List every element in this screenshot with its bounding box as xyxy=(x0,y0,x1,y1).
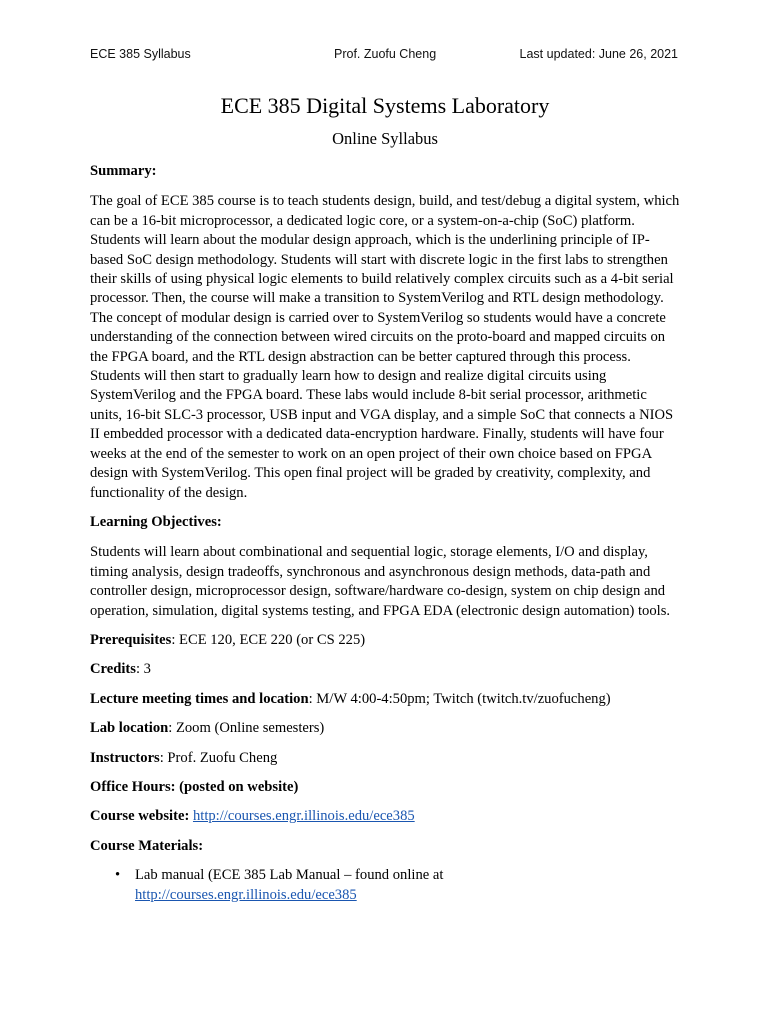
office-hours-line xyxy=(90,778,680,797)
credits-line xyxy=(90,660,680,679)
course-materials-heading: Course Materials: xyxy=(90,837,204,854)
lecture-line xyxy=(90,690,680,709)
instructors-label: Instructors xyxy=(90,749,160,766)
header-instructor: Prof. Zuofu Cheng xyxy=(334,47,437,61)
summary-paragraph: The goal of ECE 385 course is to teach students design, build, and test/debug a digital system, which can be a 16-bit microprocessor, a dedicated logic core, or a system-on-a-chip (SoC) platform. Students will learn about the modular design approach, which is the underlining principle of IP-based SoC design methodology. Students will start with discrete logic in the first labs to strengthen their skills of using physical logic elements to build relatively complex circuits such as a 4-bit serial processor. Then, the course will make a transition to SystemVerilog and RTL design methodology. The concept of modular design is carried over to SystemVerilog so students would have a concrete understanding of the connection between wired circuits on the proto-board and mapped circuits on the FPGA board, and the RTL design abstraction can be better captured through this process. Students will then start to gradually learn how to design and realize digital circuits using SystemVerilog and the FPGA board. These labs would include 8-bit serial processor, arithmetic units, 16-bit SLC-3 processor, USB input and VGA display, and a simple SoC that connects a NIOS II embedded processor with a dedicated data-encryption hardware. Finally, students will have four weeks at the end of the semester to work on an open project of their own choice based on FPGA design with SystemVerilog. This open final project will be graded by creativity, complexity, and functionality of the design. xyxy=(90,193,680,501)
credits-label: Credits xyxy=(90,661,136,678)
lecture-value: : M/W 4:00-4:50pm; Twitch (twitch.tv/zuofucheng) xyxy=(308,690,611,707)
lecture-label: Lecture meeting times and location xyxy=(90,690,309,707)
course-website-line xyxy=(90,807,680,826)
prerequisites-value: : ECE 120, ECE 220 (or CS 225) xyxy=(171,631,366,648)
learning-objectives-heading: Learning Objectives: xyxy=(90,513,222,530)
document-subtitle: Online Syllabus xyxy=(332,129,438,148)
learning-objectives-paragraph: Students will learn about combinational and sequential logic, storage elements, I/O and display, timing analysis, design tradeoffs, synchronous and asynchronous design methods, data-path and controller design, microprocessor design, software/hardware co-design, system on chip design and operation, simulation, digital systems testing, and FPGA EDA (electronic design automation) tools. xyxy=(90,544,671,619)
lab-location-value: : Zoom (Online semesters) xyxy=(168,720,325,737)
course-website-label: Course website: xyxy=(90,808,190,825)
lab-location-label: Lab location xyxy=(90,720,169,737)
header-course-label: ECE 385 Syllabus xyxy=(90,47,191,61)
list-item xyxy=(115,866,680,905)
instructors-value: : Prof. Zuofu Cheng xyxy=(159,749,278,766)
document-body xyxy=(90,92,680,905)
bullet-icon: • xyxy=(115,867,121,884)
page-header xyxy=(90,47,678,67)
header-last-updated: Last updated: June 26, 2021 xyxy=(519,47,678,61)
course-website-link[interactable]: http://courses.engr.illinois.edu/ece385 xyxy=(192,808,415,825)
materials-item-text: Lab manual (ECE 385 Lab Manual – found online at xyxy=(135,867,444,884)
office-hours-label: Office Hours: (posted on website) xyxy=(90,778,299,795)
prerequisites-line xyxy=(90,631,680,650)
instructors-line xyxy=(90,749,680,768)
lab-manual-link[interactable]: http://courses.engr.illinois.edu/ece385 xyxy=(135,886,357,903)
summary-heading: Summary: xyxy=(90,163,157,179)
credits-value: : 3 xyxy=(135,661,151,678)
lab-location-line xyxy=(90,719,680,738)
document-title: ECE 385 Digital Systems Laboratory xyxy=(220,93,550,118)
prerequisites-label: Prerequisites xyxy=(90,631,172,648)
course-materials-list xyxy=(90,866,680,905)
course-materials-line xyxy=(90,837,680,856)
